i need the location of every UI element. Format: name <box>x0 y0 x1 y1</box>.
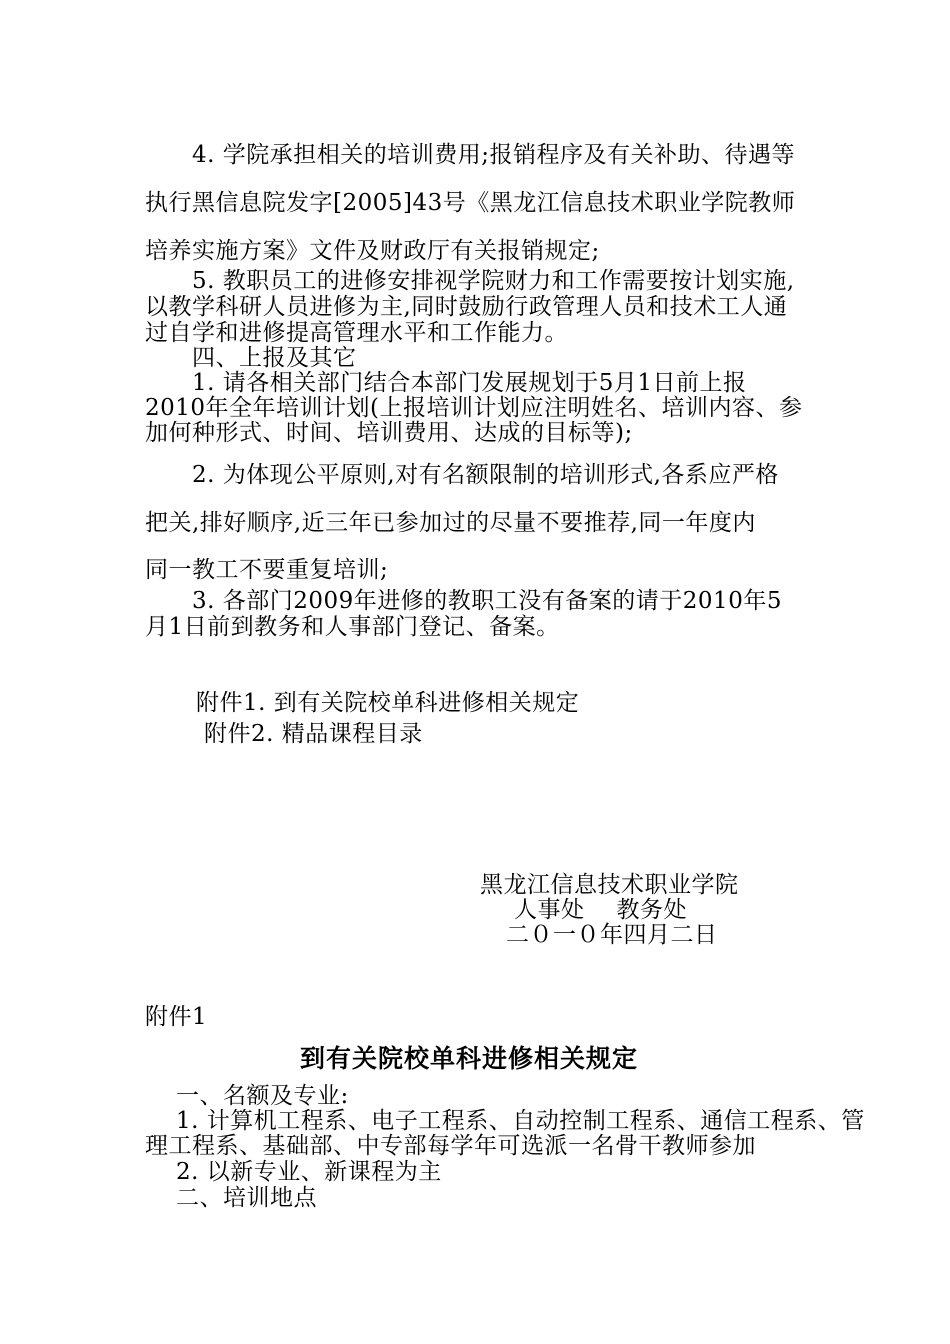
attachment-2-link: 附件2. 精品课程目录 <box>204 721 423 747</box>
signature-org: 黑龙江信息技术职业学院 <box>480 872 739 898</box>
appendix-label: 附件1 <box>145 1004 208 1030</box>
item4-line3: 培养实施方案》文件及财政厅有关报销规定; <box>145 238 600 264</box>
appendix-line-2: 1. 计算机工程系、电子工程系、自动控制工程系、通信工程系、管 <box>176 1108 865 1134</box>
item5-line3: 过自学和进修提高管理水平和工作能力。 <box>145 320 568 346</box>
s4-item1-line2: 2010年全年培训计划(上报培训计划应注明姓名、培训内容、参 <box>145 395 803 421</box>
s4-item1-line3: 加何种形式、时间、培训费用、达成的目标等); <box>145 420 633 446</box>
item4-line2: 执行黑信息院发字[2005]43号《黑龙江信息技术职业学院教师 <box>145 190 796 216</box>
section4-heading: 四、上报及其它 <box>192 345 357 371</box>
item5-line1: 5. 教职员工的进修安排视学院财力和工作需要按计划实施, <box>192 268 795 294</box>
item5-line2: 以教学科研人员进修为主,同时鼓励行政管理人员和技术工人通 <box>145 294 788 320</box>
s4-item2-line3: 同一教工不要重复培训; <box>145 557 389 583</box>
appendix-title: 到有关院校单科进修相关规定 <box>300 1044 639 1073</box>
attachment-1-link: 附件1. 到有关院校单科进修相关规定 <box>196 690 580 716</box>
appendix-line-4: 2. 以新专业、新课程为主 <box>176 1159 442 1185</box>
signature-departments <box>514 899 687 922</box>
signature-dept-hr: 人事处 <box>514 897 585 923</box>
signature-dept-academic: 教务处 <box>616 897 687 923</box>
s4-item2-line1: 2. 为体现公平原则,对有名额限制的培训形式,各系应严格 <box>192 462 779 488</box>
appendix-line-3: 理工程系、基础部、中专部每学年可选派一名骨干教师参加 <box>145 1133 756 1159</box>
appendix-line-1: 一、名额及专业: <box>176 1083 349 1109</box>
item4-line1: 4. 学院承担相关的培训费用;报销程序及有关补助、待遇等 <box>192 142 796 168</box>
appendix-line-5: 二、培训地点 <box>176 1185 317 1211</box>
s4-item1-line1: 1. 请各相关部门结合本部门发展规划于5月1日前上报 <box>192 370 747 396</box>
s4-item3-line2: 月1日前到教务和人事部门登记、备案。 <box>145 614 560 640</box>
signature-date: 二０一０年四月二日 <box>506 922 718 948</box>
s4-item3-line1: 3. 各部门2009年进修的教职工没有备案的请于2010年5 <box>192 588 782 614</box>
s4-item2-line2: 把关,排好顺序,近三年已参加过的尽量不要推荐,同一年度内 <box>145 510 756 536</box>
